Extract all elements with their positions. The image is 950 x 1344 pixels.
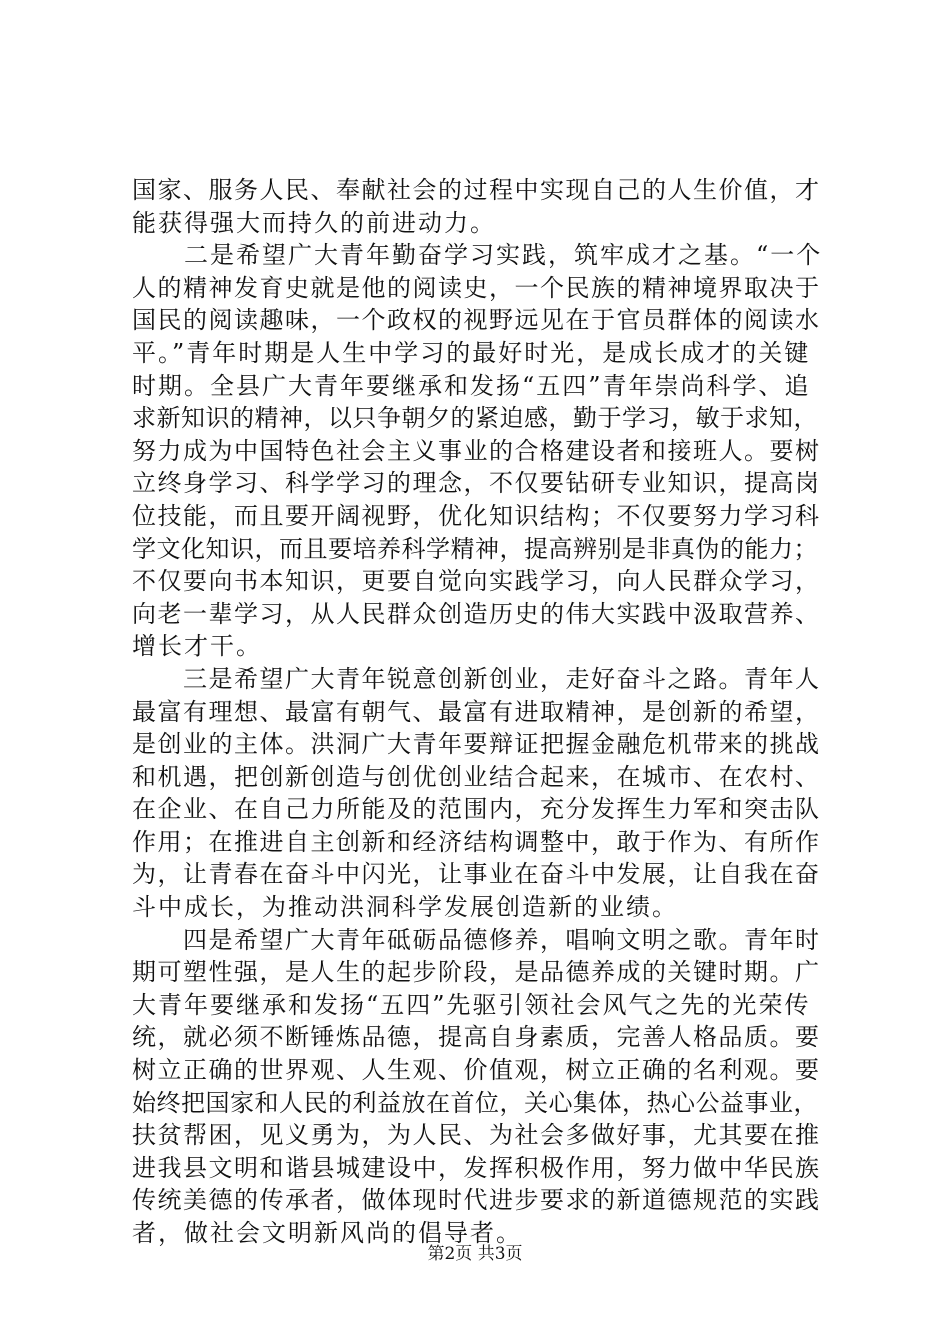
- text-line: 作用；在推进自主创新和经济结构调整中，敢于作为、有所作: [132, 827, 821, 856]
- text-line: 期可塑性强，是人生的起步阶段，是品德养成的关键时期。广: [132, 958, 821, 987]
- text-line: 为，让青春在奋斗中闪光，让事业在奋斗中发展，让自我在奋: [132, 860, 821, 889]
- text-line: 传统美德的传承者，做体现时代进步要求的新道德规范的实践: [132, 1186, 821, 1215]
- text-line: 向老一辈学习，从人民群众创造历史的伟大实践中汲取营养、: [132, 599, 821, 628]
- text-line: 大青年要继承和发扬“五四”先驱引领社会风气之先的光荣传: [132, 990, 811, 1019]
- text-line: 国家、服务人民、奉献社会的过程中实现自己的人生价值，才: [132, 176, 821, 204]
- text-line: 三是希望广大青年锐意创新创业，走好奋斗之路。青年人: [132, 664, 821, 693]
- text-line: 国民的阅读趣味，一个政权的视野远见在于官员群体的阅读水: [132, 306, 821, 335]
- text-line: 和机遇，把创新创造与创优创业结合起来，在城市、在农村、: [132, 762, 821, 791]
- text-line: 进我县文明和谐县城建设中，发挥积极作用，努力做中华民族: [132, 1153, 821, 1182]
- page-footer: 第2页 共3页: [427, 1244, 523, 1264]
- text-line: 增长才干。: [132, 632, 262, 661]
- text-line: 斗中成长，为推动洪洞科学发展创造新的业绩。: [132, 893, 678, 922]
- text-line: 立终身学习、科学学习的理念，不仅要钻研专业知识，提高岗: [132, 469, 821, 498]
- text-line: 二是希望广大青年勤奋学习实践，筑牢成才之基。“一个: [132, 241, 823, 270]
- text-line: 努力成为中国特色社会主义事业的合格建设者和接班人。要树: [132, 436, 821, 465]
- text-line: 时期。全县广大青年要继承和发扬“五四”青年崇尚科学、追: [132, 371, 811, 400]
- text-line: 始终把国家和人民的利益放在首位，关心集体，热心公益事业，: [132, 1088, 818, 1117]
- text-line: 求新知识的精神，以只争朝夕的紧迫感，勤于学习，敏于求知，: [132, 404, 818, 433]
- text-line: 平。”青年时期是人生中学习的最好时光，是成长成才的关键: [132, 338, 811, 367]
- text-line: 统，就必须不断锤炼品德，提高自身素质，完善人格品质。要: [132, 1023, 821, 1052]
- text-line: 扶贫帮困，见义勇为，为人民、为社会多做好事，尤其要在推: [132, 1121, 821, 1150]
- text-line: 者，做社会文明新风尚的倡导者。: [132, 1219, 522, 1247]
- text-line: 位技能，而且要开阔视野，优化知识结构；不仅要努力学习科: [132, 501, 821, 530]
- body-text: [132, 174, 822, 1250]
- text-line: 人的精神发育史就是他的阅读史，一个民族的精神境界取决于: [132, 273, 821, 302]
- text-line: 在企业、在自己力所能及的范围内，充分发挥生力军和突击队: [132, 795, 821, 824]
- text-line: 能获得强大而持久的前进动力。: [132, 208, 496, 237]
- text-line: 学文化知识，而且要培养科学精神，提高辨别是非真伪的能力；: [132, 534, 818, 563]
- text-line: 是创业的主体。洪洞广大青年要辩证把握金融危机带来的挑战: [132, 730, 821, 759]
- text-line: 树立正确的世界观、人生观、价值观，树立正确的名利观。要: [132, 1056, 821, 1085]
- text-line: 最富有理想、最富有朝气、最富有进取精神，是创新的希望，: [132, 697, 821, 726]
- text-line: 四是希望广大青年砥砺品德修养，唱响文明之歌。青年时: [132, 925, 821, 954]
- text-line: 不仅要向书本知识，更要自觉向实践学习，向人民群众学习，: [132, 567, 821, 596]
